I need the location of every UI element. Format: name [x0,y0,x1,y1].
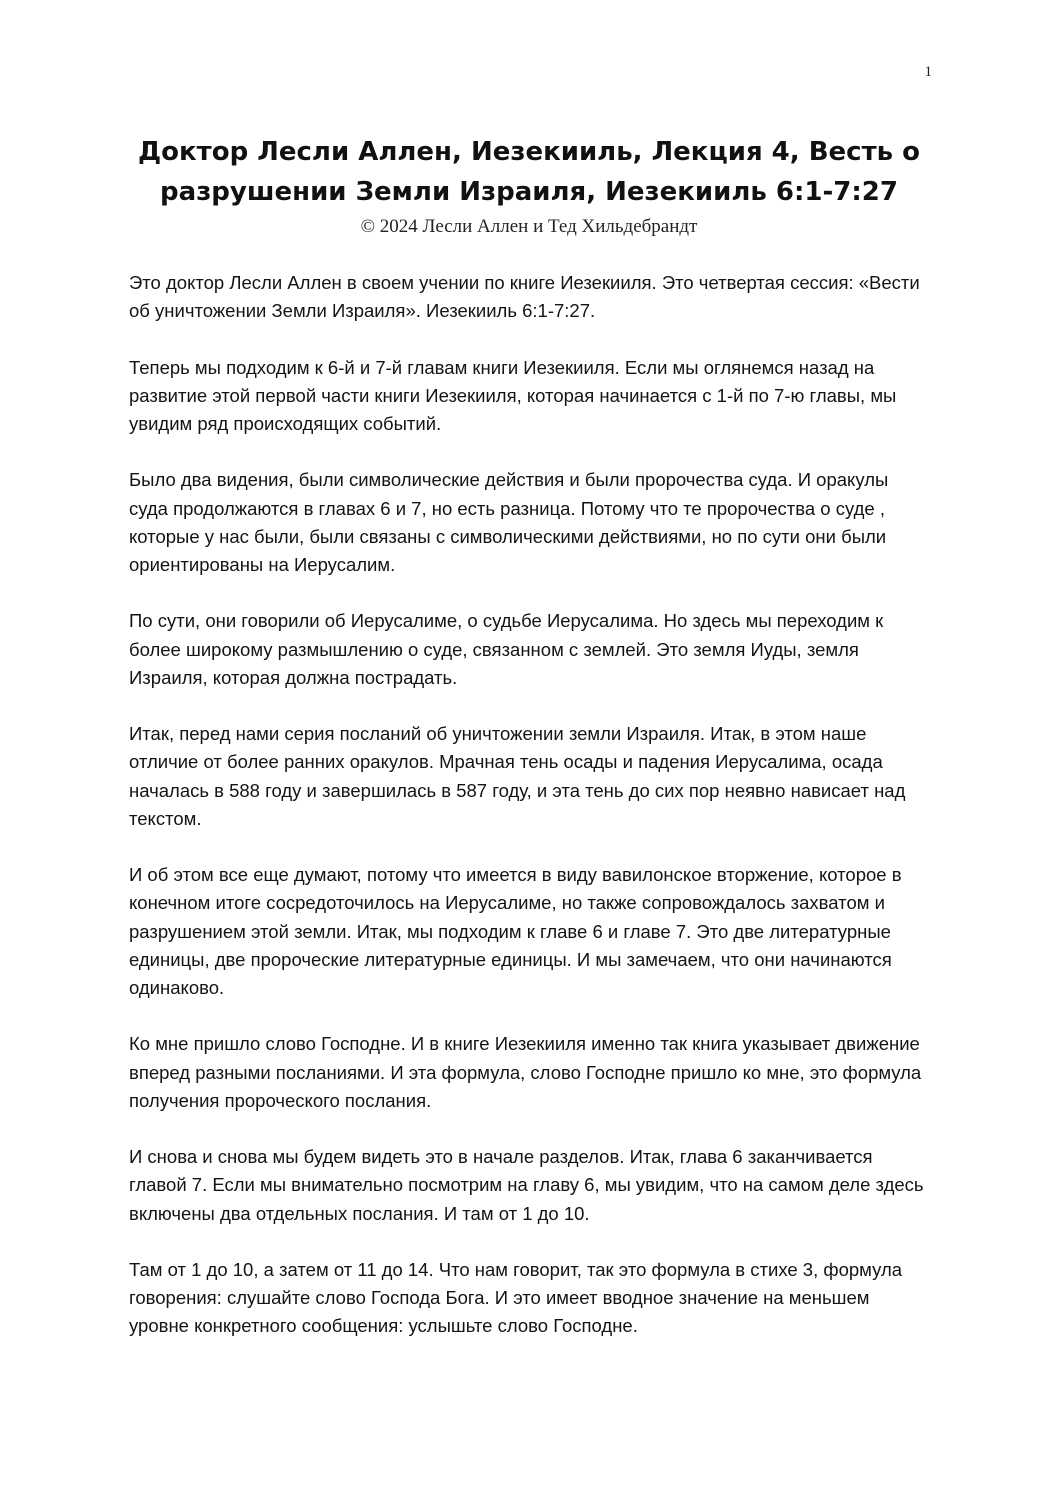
paragraph-5: Итак, перед нами серия посланий об уничтожении земли Израиля. Итак, в этом наше отличие от более ранних оракулов. Мрачная тень осады и падения Иерусалима, осада началась в 588 году и завершилась в 587 году, и эта тень до сих пор неявно нависает над текстом. [129,723,906,829]
paragraph-8: И снова и снова мы будем видеть это в начале разделов. Итак, глава 6 заканчивается главой 7. Если мы внимательно посмотрим на главу 6, мы увидим, что на самом деле здесь включены два отдельных послания. И там от 1 до 10. [129,1146,924,1224]
paragraph-4: По сути, они говорили об Иерусалиме, о судьбе Иерусалима. Но здесь мы переходим к более широкому размышлению о суде, связанном с землей. Это земля Иуды, земля Израиля, которая должна пострадать. [129,610,884,688]
page-number: 1 [924,64,932,80]
document-title: Доктор Лесли Аллен, Иезекииль, Лекция 4, Весть о разрушении Земли Израиля, Иезекииль 6:1-7:27 [138,137,920,207]
paragraph-6: И об этом все еще думают, потому что имеется в виду вавилонское вторжение, которое в конечном итоге сосредоточилось на Иерусалиме, но также сопровождалось захватом и разрушением этой земли. Итак, мы подходим к главе 6 и главе 7. Это две литературные единицы, две пророческие литературные единицы. И мы замечаем, что они начинаются одинаково. [129,864,902,998]
paragraph-7: Ко мне пришло слово Господне. И в книге Иезекииля именно так книга указывает движение вперед разными посланиями. И эта формула, слово Господне пришло ко мне, это формула получения пророческого послания. [129,1033,922,1111]
paragraph-3: Было два видения, были символические действия и были пророчества суда. И оракулы суда продолжаются в главах 6 и 7, но есть разница. Потому что те пророчества о суде , которые у нас были, были связаны с символическими действиями, но по сути они были ориентированы на Иерусалим. [129,469,889,575]
copyright-line: © 2024 Лесли Аллен и Тед Хильдебрандт [360,216,698,237]
paragraph-9: Там от 1 до 10, а затем от 11 до 14. Что нам говорит, так это формула в стихе 3, формула говорения: слушайте слово Господа Бога. И это имеет вводное значение на меньшем уровне конкретного сообщения: услышьте слово Господне. [129,1258,903,1337]
paragraph-1: Это доктор Лесли Аллен в своем учении по книге Иезекииля. Это четвертая сессия: «Вести об уничтожении Земли Израиля». Иезекииль 6:1-7:27. [129,272,920,322]
document-body [129,269,929,1369]
paragraph-2: Теперь мы подходим к 6-й и 7-й главам книги Иезекииля. Если мы оглянемся назад на развитие этой первой части книги Иезекииля, которая начинается с 1-й по 7-ю главы, мы увидим ряд происходящих событий. [129,356,897,434]
